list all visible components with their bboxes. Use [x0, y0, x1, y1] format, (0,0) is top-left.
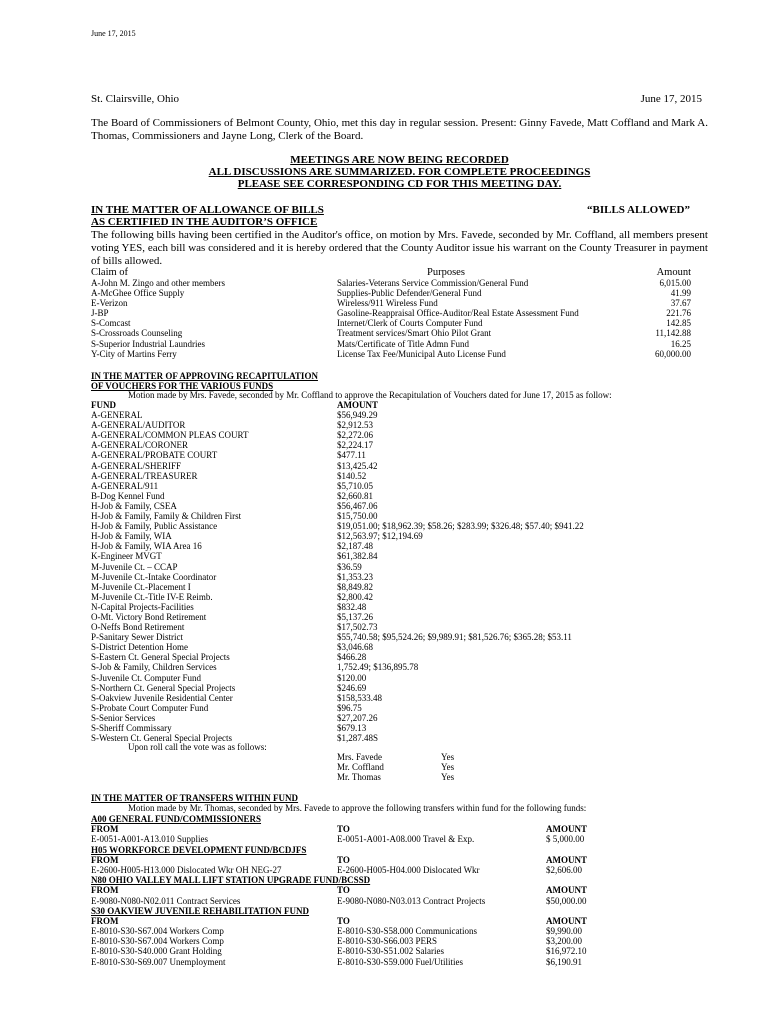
- voucher-row: [91, 662, 691, 672]
- voucher-amount: $15,750.00: [337, 511, 378, 522]
- recording-notice: [91, 154, 708, 190]
- voucher-table-header: [91, 400, 691, 410]
- voucher-amount: $2,912.53: [337, 420, 373, 431]
- voucher-row: [91, 410, 691, 420]
- roll-call-text: Upon roll call the vote was as follows:: [128, 742, 267, 752]
- voucher-row: [91, 521, 691, 531]
- col-claim-of: Claim of: [91, 267, 129, 278]
- bill-row: [91, 298, 691, 308]
- voucher-row: [91, 703, 691, 713]
- transfers-heading: IN THE MATTER OF TRANSFERS WITHIN FUND: [91, 793, 299, 803]
- voucher-fund: B-Dog Kennel Fund: [91, 490, 165, 501]
- transfers-table: [91, 814, 601, 967]
- voucher-fund: N-Capital Projects-Facilities: [91, 601, 194, 612]
- voucher-fund: S-Northern Ct. General Special Projects: [91, 682, 236, 693]
- col-transfer-amount: AMOUNT: [546, 885, 587, 896]
- voucher-fund: A-GENERAL/COMMON PLEAS COURT: [91, 430, 249, 441]
- voucher-fund: A-GENERAL/CORONER: [91, 440, 188, 451]
- transfer-from: E-9080-N080-N02.011 Contract Services: [91, 895, 241, 906]
- voucher-amount: $96.75: [337, 702, 362, 713]
- transfer-to: E-9080-N080-N03.013 Contract Projects: [337, 895, 486, 906]
- transfer-header: [91, 855, 601, 865]
- voucher-amount: $56,467.06: [337, 500, 378, 511]
- voucher-row: [91, 612, 691, 622]
- bill-purpose: Mats/Certificate of Title Admn Fund: [337, 338, 469, 349]
- voucher-row: [91, 652, 691, 662]
- voucher-fund: A-GENERAL/911: [91, 480, 159, 491]
- voucher-amount: $1,353.23: [337, 571, 373, 582]
- voucher-amount: $3,046.68: [337, 642, 373, 653]
- transfer-from: E-8010-S30-S67.004 Workers Comp: [91, 936, 224, 947]
- bill-claim: S-Superior Industrial Laundries: [91, 338, 205, 349]
- meeting-place: St. Clairsville, Ohio: [91, 93, 179, 105]
- vouchers-heading-2: OF VOUCHERS FOR THE VARIOUS FUNDS: [91, 381, 274, 392]
- place-date-line: [91, 93, 702, 105]
- bill-purpose: License Tax Fee/Municipal Auto License Fund: [337, 348, 506, 359]
- voucher-row: [91, 471, 691, 481]
- bill-claim: E-Verizon: [91, 298, 128, 309]
- bills-heading-2: AS CERTIFIED IN THE AUDITOR’S OFFICE: [91, 216, 318, 228]
- bill-amount: 142.85: [666, 318, 691, 329]
- transfer-to: E-8010-S30-S51.002 Salaries: [337, 946, 444, 957]
- transfer-from: E-8010-S30-S69.007 Unemployment: [91, 956, 226, 967]
- transfer-row: [91, 896, 601, 906]
- voucher-amount: $12,563.97; $12,194.69: [337, 531, 423, 542]
- transfer-amount: $6,190.91: [546, 956, 582, 967]
- col-fund: FUND: [91, 400, 116, 410]
- transfer-from: E-2600-H005-H13.000 Dislocated Wkr OH NEG-27: [91, 864, 282, 875]
- voucher-amount: $246.69: [337, 682, 367, 693]
- voucher-fund: S-Eastern Ct. General Special Projects: [91, 652, 230, 663]
- transfer-from: E-0051-A001-A13.010 Supplies: [91, 834, 208, 845]
- transfer-group-title: [91, 845, 601, 855]
- voucher-amount: $17,502.73: [337, 622, 378, 633]
- vote-row: [337, 752, 455, 762]
- notice-line-1: MEETINGS ARE NOW BEING RECORDED: [290, 154, 509, 166]
- voucher-amount: $679.13: [337, 723, 367, 733]
- voucher-row: [91, 562, 691, 572]
- voucher-fund: M-Juvenile Ct.-Intake Coordinator: [91, 571, 217, 582]
- voucher-amount: $5,710.05: [337, 480, 373, 491]
- voucher-fund: S-Senior Services: [91, 712, 156, 723]
- bill-claim: Y-City of Martins Ferry: [91, 348, 177, 359]
- transfer-fund-title: A00 GENERAL FUND/COMMISSIONERS: [91, 814, 262, 824]
- transfer-amount: $2,606.00: [546, 864, 582, 875]
- transfer-group-title: [91, 906, 601, 916]
- vote-value: Yes: [441, 752, 455, 762]
- transfer-to: E-8010-S30-S66.003 PERS: [337, 936, 438, 947]
- vote-value: Yes: [441, 772, 455, 783]
- bill-amount: 6,015.00: [659, 278, 691, 288]
- bill-row: [91, 318, 691, 328]
- bill-row: [91, 278, 691, 288]
- transfer-to: E-2600-H005-H04.000 Dislocated Wkr: [337, 864, 480, 875]
- voucher-fund: H-Job & Family, WIA Area 16: [91, 541, 202, 552]
- col-transfer-amount: AMOUNT: [546, 915, 587, 926]
- transfer-amount: $3,200.00: [546, 936, 582, 947]
- voucher-fund: O-Mt. Victory Bond Retirement: [91, 611, 207, 622]
- voucher-amount: 1,752.49; $136,895.78: [337, 662, 419, 673]
- voucher-fund: M-Juvenile Ct. – CCAP: [91, 561, 178, 572]
- transfer-header: [91, 916, 601, 926]
- voucher-amount: $158,533.48: [337, 692, 382, 703]
- transfer-to: E-0051-A001-A08.000 Travel & Exp.: [337, 834, 475, 845]
- intro-paragraph: The Board of Commissioners of Belmont County, Ohio, met this day in regular session. Present: Ginny Favede, Matt Coffland and Mark A. Thomas, Commissioners and Jayne Long, Clerk of the Board.: [91, 117, 708, 142]
- bill-claim: S-Comcast: [91, 318, 131, 329]
- transfer-row: [91, 834, 601, 844]
- voucher-row: [91, 430, 691, 440]
- voucher-fund: S-Sheriff Commissary: [91, 723, 172, 733]
- bill-row: [91, 339, 691, 349]
- bill-row: [91, 288, 691, 298]
- transfer-group-title: [91, 875, 601, 885]
- voucher-row: [91, 622, 691, 632]
- voucher-fund: S-District Detention Home: [91, 642, 188, 653]
- voucher-fund: S-Juvenile Ct. Computer Fund: [91, 672, 201, 683]
- col-from: FROM: [91, 885, 119, 896]
- voucher-amount: $2,187.48: [337, 541, 373, 552]
- voucher-fund: H-Job & Family, CSEA: [91, 500, 177, 511]
- voucher-fund: A-GENERAL/PROBATE COURT: [91, 450, 218, 461]
- voucher-fund: S-Probate Court Computer Fund: [91, 702, 209, 713]
- bill-row: [91, 328, 691, 338]
- transfer-amount: $50,000.00: [546, 895, 587, 906]
- bill-purpose: Supplies-Public Defender/General Fund: [337, 288, 482, 299]
- voucher-row: [91, 723, 691, 733]
- transfer-row: [91, 936, 601, 946]
- transfer-fund-title: H05 WORKFORCE DEVELOPMENT FUND/BCDJFS: [91, 844, 307, 855]
- voucher-row: [91, 511, 691, 521]
- bills-heading-1: IN THE MATTER OF ALLOWANCE OF BILLS: [91, 204, 324, 216]
- voucher-fund: A-GENERAL/AUDITOR: [91, 420, 186, 431]
- transfer-row: [91, 946, 601, 956]
- bill-claim: A-McGhee Office Supply: [91, 288, 185, 299]
- bill-amount: 41.99: [670, 288, 691, 299]
- voucher-row: [91, 592, 691, 602]
- voter-name: Mr. Coffland: [337, 762, 384, 773]
- bill-claim: A-John M. Zingo and other members: [91, 278, 225, 288]
- voucher-fund: A-GENERAL/TREASURER: [91, 470, 198, 481]
- transfer-amount: $9,990.00: [546, 926, 582, 937]
- col-voucher-amount: AMOUNT: [337, 400, 378, 410]
- voucher-row: [91, 673, 691, 683]
- voucher-amount: $55,740.58; $95,524.26; $9,989.91; $81,526.76; $365.28; $53.11: [337, 632, 572, 643]
- voucher-amount: $1,287.48S: [337, 733, 379, 744]
- meeting-date: June 17, 2015: [640, 93, 702, 105]
- voucher-amount: $61,382.84: [337, 551, 378, 562]
- page-header-date: June 17, 2015: [91, 29, 136, 38]
- voucher-fund: H-Job & Family, Public Assistance: [91, 521, 218, 532]
- voucher-row: [91, 632, 691, 642]
- col-to: TO: [337, 854, 350, 865]
- col-to: TO: [337, 915, 350, 926]
- bills-allowed-label: “BILLS ALLOWED”: [586, 204, 690, 216]
- voucher-amount: $2,224.17: [337, 440, 373, 451]
- voucher-row: [91, 481, 691, 491]
- voucher-row: [91, 501, 691, 511]
- voucher-fund: S-Western Ct. General Special Projects: [91, 733, 232, 744]
- bill-amount: 60,000.00: [655, 348, 691, 359]
- voucher-amount: $2,800.42: [337, 591, 373, 602]
- col-purposes: Purposes: [427, 267, 465, 278]
- voucher-amount: $19,051.00; $18,962.39; $58.26; $283.99; $326.48; $57.40; $941.22: [337, 521, 584, 532]
- voucher-amount: $27,207.26: [337, 712, 378, 723]
- vouchers-heading: [91, 371, 318, 391]
- voucher-amount: $466.28: [337, 652, 367, 663]
- bill-amount: 11,142.88: [655, 328, 691, 339]
- voucher-row: [91, 491, 691, 501]
- voucher-amount: $2,660.81: [337, 490, 373, 501]
- bill-purpose: Gasoline-Reappraisal Office-Auditor/Real Estate Assessment Fund: [337, 308, 579, 319]
- bill-purpose: Salaries-Veterans Service Commission/General Fund: [337, 278, 529, 288]
- transfer-to: E-8010-S30-S59.000 Fuel/Utilities: [337, 956, 463, 967]
- voucher-amount: $56,949.29: [337, 410, 378, 421]
- bills-paragraph: The following bills having been certified in the Auditor's office, on motion by Mrs. Favede, seconded by Mr. Coffland, all members present voting YES, each bill was considered and it is hereby ordered that the County Auditor issue his warrant on the County Treasurer in payment of bills allowed.: [91, 229, 708, 267]
- voter-name: Mrs. Favede: [337, 752, 382, 762]
- voucher-amount: $477.11: [337, 450, 366, 461]
- voucher-amount: $13,425.42: [337, 460, 378, 471]
- bill-amount: 16.25: [670, 338, 691, 349]
- vote-row: [337, 762, 455, 773]
- voucher-amount: $832.48: [337, 601, 367, 612]
- voter-name: Mr. Thomas: [337, 772, 381, 783]
- voucher-row: [91, 541, 691, 551]
- voucher-fund: A-GENERAL/SHERIFF: [91, 460, 182, 471]
- transfer-from: E-8010-S30-S40.000 Grant Holding: [91, 946, 222, 957]
- notice-line-2: ALL DISCUSSIONS ARE SUMMARIZED. FOR COMPLETE PROCEEDINGS: [208, 166, 591, 178]
- transfer-from: E-8010-S30-S67.004 Workers Comp: [91, 926, 224, 937]
- transfer-row: [91, 865, 601, 875]
- voucher-fund: K-Engineer MVGT: [91, 551, 162, 562]
- col-from: FROM: [91, 854, 119, 865]
- vouchers-motion: Motion made by Mrs. Favede, seconded by Mr. Coffland to approve the Recapitulation of Vouchers dated for June 17, 2015 as follow:: [128, 390, 612, 400]
- voucher-fund: O-Neffs Bond Retirement: [91, 622, 185, 633]
- vote-value: Yes: [441, 762, 455, 773]
- voucher-row: [91, 461, 691, 471]
- voucher-fund: H-Job & Family, WIA: [91, 531, 172, 542]
- transfer-header: [91, 824, 601, 834]
- voucher-fund: A-GENERAL: [91, 410, 143, 421]
- col-to: TO: [337, 885, 350, 896]
- bills-heading: [91, 204, 690, 228]
- transfer-group-title: [91, 814, 601, 824]
- bill-claim: S-Crossroads Counseling: [91, 328, 183, 339]
- bill-purpose: Internet/Clerk of Courts Computer Fund: [337, 318, 483, 329]
- col-amount: Amount: [656, 267, 691, 278]
- voucher-fund: M-Juvenile Ct.-Placement I: [91, 581, 191, 592]
- bill-row: [91, 349, 691, 359]
- voucher-row: [91, 602, 691, 612]
- voucher-amount: $5,137.26: [337, 611, 373, 622]
- transfer-amount: $ 5,000.00: [546, 834, 585, 845]
- col-from: FROM: [91, 915, 119, 926]
- transfer-amount: $16,972.10: [546, 946, 587, 957]
- vote-row: [337, 772, 455, 783]
- voucher-amount: $36.59: [337, 561, 362, 572]
- bill-claim: J-BP: [91, 308, 109, 319]
- voucher-row: [91, 582, 691, 592]
- bill-row: [91, 308, 691, 318]
- voucher-amount: $2,272.06: [337, 430, 373, 441]
- bill-amount: 37.67: [670, 298, 691, 309]
- voucher-row: [91, 683, 691, 693]
- transfers-motion: Motion made by Mr. Thomas, seconded by Mrs. Favede to approve the following transfers within fund for the following funds:: [128, 803, 587, 813]
- col-from: FROM: [91, 824, 119, 835]
- transfer-fund-title: N80 OHIO VALLEY MALL LIFT STATION UPGRADE FUND/BCSSD: [91, 875, 371, 886]
- bill-purpose: Treatment services/Smart Ohio Pilot Grant: [337, 328, 492, 339]
- transfer-to: E-8010-S30-S58.000 Communications: [337, 926, 477, 937]
- voucher-row: [91, 693, 691, 703]
- voucher-row: [91, 642, 691, 652]
- voucher-fund: P-Sanitary Sewer District: [91, 632, 183, 643]
- voucher-amount: $120.00: [337, 672, 367, 683]
- col-transfer-amount: AMOUNT: [546, 854, 587, 865]
- voucher-row: [91, 450, 691, 460]
- notice-line-3: PLEASE SEE CORRESPONDING CD FOR THIS MEETING DAY.: [237, 178, 562, 190]
- voucher-table: [91, 400, 691, 743]
- transfer-fund-title: S30 OAKVIEW JUVENILE REHABILITATION FUND: [91, 905, 310, 916]
- voucher-row: [91, 420, 691, 430]
- voucher-amount: $8,849.82: [337, 581, 373, 592]
- voucher-fund: M-Juvenile Ct.-Title IV-E Reimb.: [91, 591, 213, 602]
- voucher-row: [91, 531, 691, 541]
- voucher-fund: S-Job & Family, Children Services: [91, 662, 217, 673]
- voucher-row: [91, 572, 691, 582]
- transfer-row: [91, 926, 601, 936]
- col-transfer-amount: AMOUNT: [546, 824, 587, 835]
- voucher-amount: $140.52: [337, 470, 367, 481]
- voucher-row: [91, 713, 691, 723]
- bill-purpose: Wireless/911 Wireless Fund: [337, 298, 438, 309]
- vouchers-heading-1: IN THE MATTER OF APPROVING RECAPITULATION: [91, 371, 318, 381]
- voucher-row: [91, 440, 691, 450]
- bills-table-header: [91, 267, 691, 278]
- bills-table: [91, 267, 691, 359]
- voucher-row: [91, 551, 691, 561]
- bill-amount: 221.76: [666, 308, 691, 319]
- transfer-row: [91, 957, 601, 967]
- col-to: TO: [337, 824, 350, 835]
- roll-call-votes: [337, 752, 455, 783]
- voucher-fund: H-Job & Family, Family & Children First: [91, 511, 242, 522]
- voucher-fund: S-Oakview Juvenile Residential Center: [91, 692, 233, 703]
- transfer-header: [91, 885, 601, 895]
